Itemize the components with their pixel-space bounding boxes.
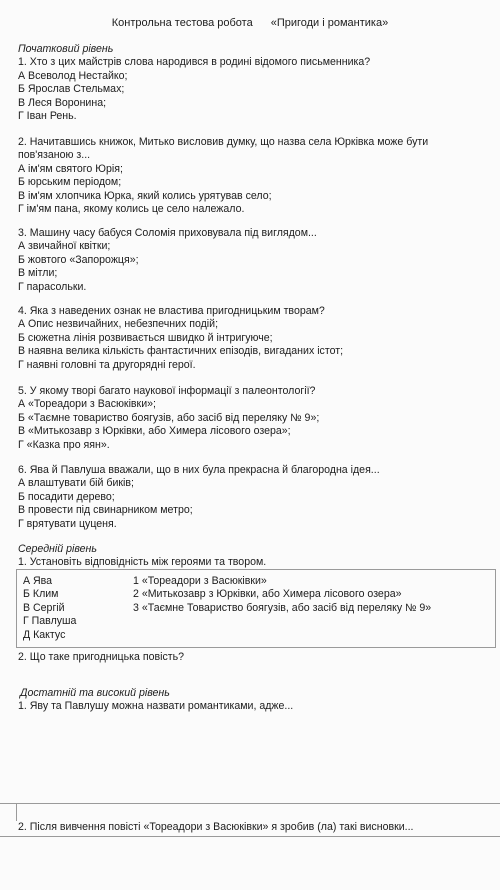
option-a: А Опис незвичайних, небезпечних подій; (18, 318, 219, 331)
question-text: 1. Хто з цих майстрів слова народився в родині відомого письменника? (18, 56, 371, 69)
option-a: А влаштувати бій биків; (18, 477, 134, 490)
basic-level-section (18, 43, 486, 123)
question-2 (18, 136, 486, 216)
question-4 (18, 305, 486, 372)
option-b: Б юрським періодом; (18, 176, 122, 189)
question-6 (18, 464, 486, 531)
hero-item: Б Клим (23, 588, 59, 601)
basic-level-heading: Початковий рівень (18, 43, 114, 55)
option-d: Г врятувати цуценя. (18, 517, 117, 530)
option-a: А ім'ям святого Юрія; (18, 162, 123, 175)
works-column (133, 575, 431, 615)
divider-line (0, 803, 500, 804)
hero-item: Д Кактус (23, 628, 66, 641)
question-text: 2. Начитавшись книжок, Митько висловив думку, що назва села Юрківка може бути (18, 136, 429, 148)
high-level-heading: Достатній та високий рівень (20, 687, 170, 699)
page-title (0, 17, 500, 30)
high-question-2 (18, 821, 486, 834)
work-item: 2 «Митькозавр з Юрківки, або Химера лісового озера» (133, 588, 402, 601)
option-c: В Леся Воронина; (18, 96, 107, 109)
option-a: А Всеволод Нестайко; (18, 69, 128, 82)
option-d: Г «Казка про яян». (18, 438, 110, 451)
medium-level-heading: Середній рівень (18, 543, 97, 555)
option-b: Б сюжетна лінія розвивається швидко й інтригуюче; (18, 331, 273, 344)
divider-line (0, 836, 500, 837)
option-d: Г парасольки. (18, 280, 87, 293)
work-item: 1 «Тореадори з Васюківки» (133, 575, 267, 587)
option-d: Г наявні головні та другорядні герої. (18, 358, 196, 371)
option-b: Б Ярослав Стельмах; (18, 83, 125, 96)
option-c: В «Митькозавр з Юрківки, або Химера лісового озера»; (18, 425, 291, 438)
option-c: В мітли; (18, 267, 58, 280)
question-3 (18, 227, 486, 294)
divider-line (16, 803, 17, 821)
question-5 (18, 385, 486, 452)
high-level-section (20, 687, 488, 700)
option-a: А «Тореадори з Васюківки»; (18, 398, 156, 411)
medium-level-section (18, 543, 486, 570)
option-c: В провести під свинарником метро; (18, 504, 193, 517)
medium-question-2 (18, 651, 486, 664)
question-1 (18, 56, 486, 123)
high-question-1 (18, 700, 486, 713)
question-text: 2. Після вивчення повісті «Тореадори з Васюківки» я зробив (ла) такі висновки... (18, 821, 414, 833)
option-d: Г Іван Рень. (18, 110, 77, 123)
work-item: 3 «Таємне Товариство боягузів, або засіб від переляку № 9» (133, 601, 432, 614)
matching-question: 1. Установіть відповідність між героями та твором. (18, 556, 267, 569)
option-b: Б жовтого «Запорожця»; (18, 253, 139, 266)
option-a: А звичайної квітки; (18, 240, 111, 253)
question-text: 1. Яву та Павлушу можна назвати романтиками, адже... (18, 700, 294, 712)
heroes-column (23, 575, 76, 642)
question-text: 6. Ява й Павлуша вважали, що в них була прекрасна й благородна ідея... (18, 464, 380, 476)
hero-item: А Ява (23, 575, 53, 587)
option-c: В ім'ям хлопчика Юрка, який колись урятував село; (18, 189, 272, 202)
question-text-cont: пов'язаною з... (18, 149, 91, 162)
question-text: 3. Машину часу бабуся Соломія приховувала під виглядом... (18, 227, 317, 239)
option-c: В наявна велика кількість фантастичних епізодів, вигаданих істот; (18, 345, 344, 358)
title-topic: «Пригоди і романтика» (270, 17, 389, 29)
hero-item: Г Павлуша (23, 615, 77, 628)
question-text: 2. Що таке пригодницька повість? (18, 651, 185, 663)
matching-table (16, 569, 496, 648)
question-text: 5. У якому творі багато наукової інформації з палеонтології? (18, 385, 316, 397)
title-main: Контрольна тестова робота (111, 17, 253, 29)
hero-item: В Сергій (23, 601, 65, 614)
question-text: 4. Яка з наведених ознак не властива пригодницьким творам? (18, 305, 325, 317)
option-b: Б «Таємне товариство боягузів, або засіб від переляку № 9»; (18, 411, 320, 424)
option-b: Б посадити дерево; (18, 490, 115, 503)
option-d: Г ім'ям пана, якому колись це село належало. (18, 203, 245, 216)
